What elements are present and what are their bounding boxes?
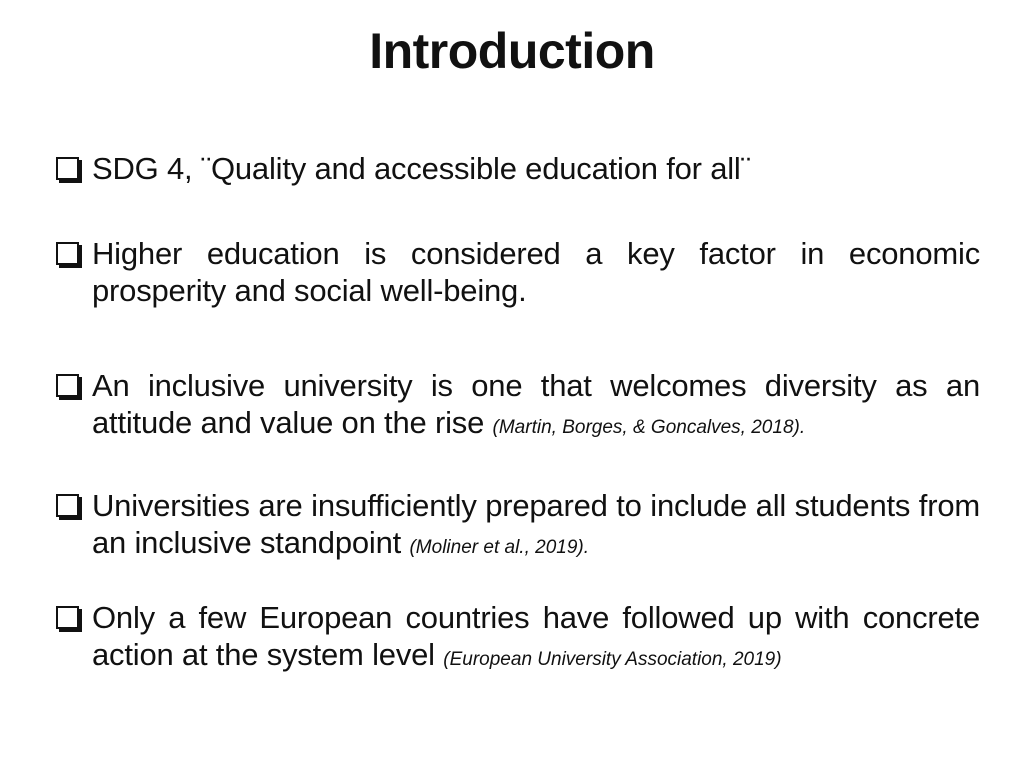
checkbox-bullet-icon	[56, 606, 79, 629]
bullet-list	[56, 150, 980, 673]
checkbox-bullet-icon	[56, 157, 79, 180]
bullet-text: Higher education is considered a key factor in economic prosperity and social well-being.	[92, 236, 980, 308]
bullet-citation: (European University Association, 2019)	[443, 649, 782, 670]
bullet-text: An inclusive university is one that welcomes diversity as an attitude and value on the rise	[92, 368, 980, 440]
slide-title: Introduction	[369, 23, 655, 79]
bullet-text: Only a few European countries have followed up with concrete action at the system level	[92, 600, 980, 672]
bullet-text: SDG 4, ¨Quality and accessible education for all¨	[92, 151, 751, 186]
bullet-item	[56, 150, 980, 187]
bullet-item	[56, 599, 980, 673]
bullet-item	[56, 235, 980, 309]
bullet-text: Universities are insufficiently prepared to include all students from an inclusive standpoint	[92, 488, 980, 560]
bullet-citation: (Martin, Borges, & Goncalves, 2018).	[492, 417, 806, 438]
bullet-item	[56, 367, 980, 441]
bullet-citation: (Moliner et al., 2019).	[409, 537, 589, 558]
checkbox-bullet-icon	[56, 242, 79, 265]
checkbox-bullet-icon	[56, 374, 79, 397]
bullet-item	[56, 487, 980, 561]
checkbox-bullet-icon	[56, 494, 79, 517]
